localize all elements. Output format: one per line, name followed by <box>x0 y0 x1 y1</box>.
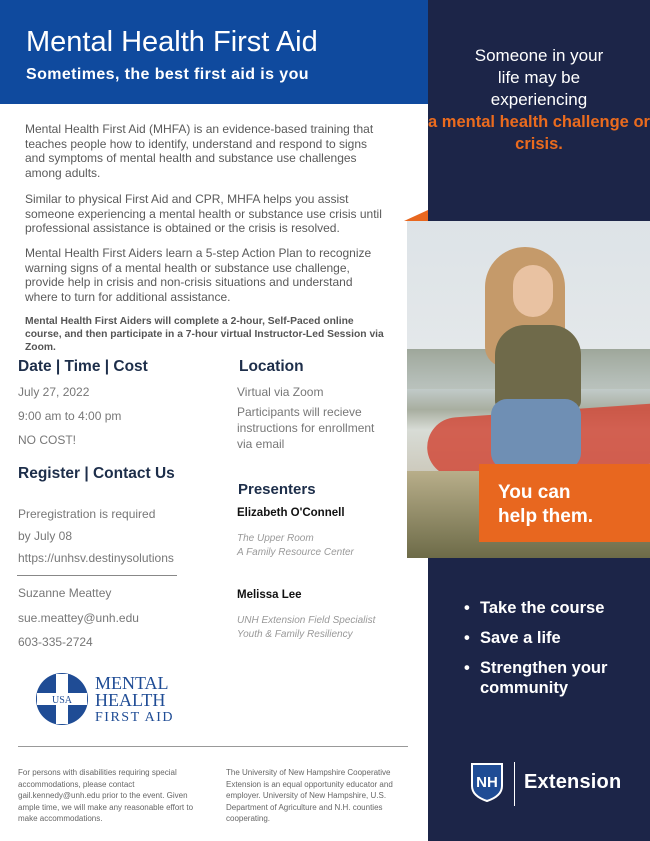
tagline-line-3: experiencing <box>490 90 588 109</box>
page-title: Mental Health First Aid <box>26 26 318 58</box>
event-cost: NO COST! <box>18 433 77 447</box>
location-note: Participants will recieve instructions for enrollment via email <box>237 405 375 451</box>
callout-text <box>498 481 593 529</box>
tagline <box>428 45 650 155</box>
tagline-line-2: life may be <box>497 68 581 87</box>
intro-paragraph-1: Mental Health First Aid (MHFA) is an evidence-based training that teaches people how to identify, understand and respond to signs and symptoms of mental health and substance use challenges among adults. <box>25 122 374 180</box>
presenter-name: Melissa Lee <box>237 589 302 601</box>
page-subtitle: Sometimes, the best first aid is you <box>26 66 309 83</box>
presenter-affiliation: UNH Extension Field Specialist Youth & Family Resiliency <box>237 615 376 640</box>
benefit-item: • Save a life <box>464 628 650 648</box>
logo-badge: USA <box>51 695 73 706</box>
benefits-list <box>464 598 650 708</box>
unh-shield-icon <box>470 762 504 802</box>
mhfa-logo-text: MENTAL HEALTH FIRST AID <box>95 673 174 725</box>
location-venue: Virtual via Zoom <box>237 385 324 399</box>
footer-equal-opportunity: The University of New Hampshire Cooperative Extension is an equal opportunity educator and employer. University of New Hampshire, U.S. Department of Agriculture and N.H. counties cooperating. <box>226 768 393 823</box>
unh-mark: NH <box>476 774 498 791</box>
tagline-highlight: a mental health challenge or crisis. <box>428 113 650 153</box>
intro-paragraph-4: Mental Health First Aiders will complete a 2-hour, Self-Paced online course, and then participate in a 7-hour virtual Instructor-Led Session via Zoom. <box>25 316 384 353</box>
footer-divider <box>18 746 408 747</box>
event-time: 9:00 am to 4:00 pm <box>18 409 122 423</box>
header-banner <box>0 0 428 104</box>
contact-phone: 603-335-2724 <box>18 635 93 649</box>
orange-accent-triangle <box>404 210 428 221</box>
contact-name: Suzanne Meattey <box>18 586 112 600</box>
presenter-name: Elizabeth O'Connell <box>237 507 345 519</box>
logo-divider <box>514 762 515 806</box>
benefit-item: • Take the course <box>464 598 650 618</box>
intro-paragraph-3: Mental Health First Aiders learn a 5-step Action Plan to recognize warning signs of a mental health or substance use challenge, provide help in crisis and non-crisis situations and understand where to turn for additional assistance. <box>25 246 372 304</box>
presenters-heading: Presenters <box>238 481 316 498</box>
extension-label: Extension <box>524 771 622 793</box>
mhfa-logo-icon <box>35 672 89 726</box>
footer-accommodations: For persons with disabilities requiring special accommodations, please contact gail.kennedy@unh.edu prior to the event. Given ample time, we will make any reasonable effort to make accommodations. <box>18 768 194 823</box>
location-heading: Location <box>239 358 304 375</box>
date-time-cost-heading: Date | Time | Cost <box>18 358 148 375</box>
divider <box>17 575 177 576</box>
registration-link[interactable]: https://unhsv.destinysolutions <box>18 551 174 565</box>
callout-line-1: You can <box>498 482 571 503</box>
preregistration-text: Preregistration is required <box>18 507 156 521</box>
callout-line-2: help them. <box>498 506 594 527</box>
benefit-item: • Strengthen your community <box>464 658 650 698</box>
event-date: July 27, 2022 <box>18 385 90 399</box>
register-heading: Register | Contact Us <box>18 465 175 482</box>
tagline-line-1: Someone in your <box>474 46 604 65</box>
registration-deadline: by July 08 <box>18 529 73 543</box>
intro-paragraph-2: Similar to physical First Aid and CPR, MHFA helps you assist someone experiencing a mental health or substance use crisis until professional assistance is obtained or the crisis is resolved. <box>25 192 382 236</box>
contact-email[interactable]: sue.meattey@unh.edu <box>18 611 139 625</box>
presenter-affiliation: The Upper Room A Family Resource Center <box>237 533 354 558</box>
